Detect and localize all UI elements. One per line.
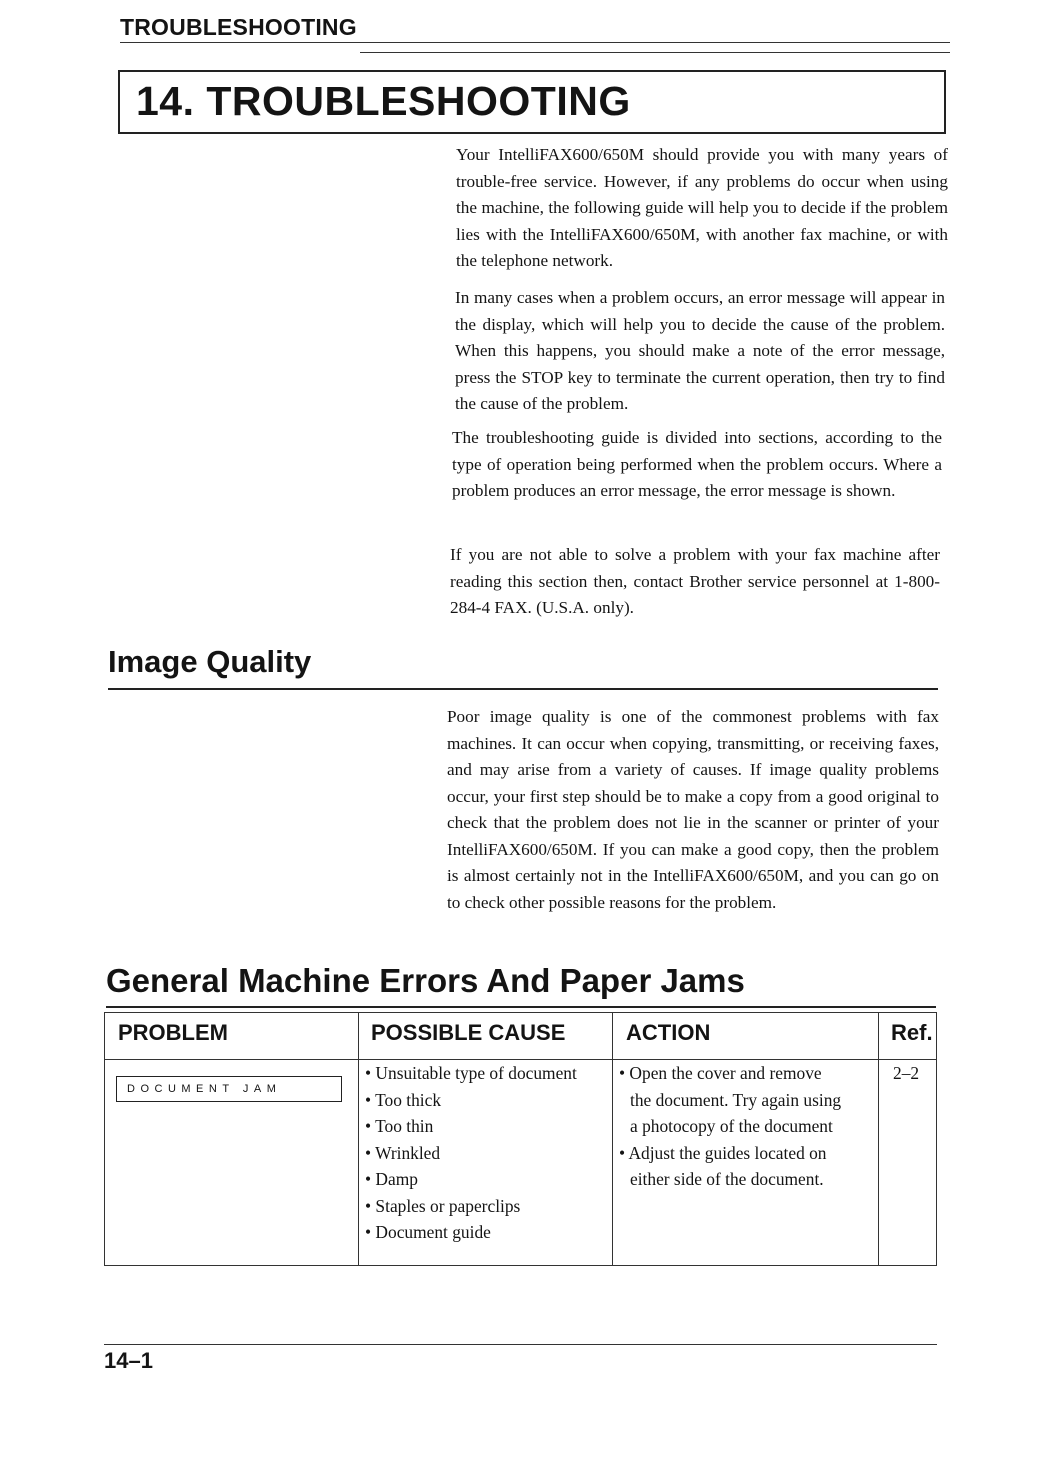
intro-paragraph-1: Your IntelliFAX600/650M should provide you with many years of trouble-free service. However, if any problems do occur when using the machine, the following guide will help you to decide if the problem lies with the IntelliFAX600/650M, with another fax machine, or with the telephone network. xyxy=(456,145,948,270)
reference-page: 2–2 xyxy=(893,1063,920,1083)
list-item: • Adjust the guides located on xyxy=(619,1142,827,1163)
list-item: • Staples or paperclips xyxy=(365,1195,521,1216)
list-item: • Too thick xyxy=(365,1089,442,1110)
table-header-cause: POSSIBLE CAUSE xyxy=(371,1020,566,1045)
lcd-error-message: DOCUMENT JAM xyxy=(116,1076,342,1102)
chapter-title: 14. TROUBLESHOOTING xyxy=(136,78,631,124)
general-errors-rule xyxy=(106,1006,936,1008)
list-item: • Wrinkled xyxy=(365,1142,441,1163)
header-rule-secondary xyxy=(360,52,950,53)
list-item: a photocopy of the document xyxy=(630,1116,833,1136)
page-number: 14–1 xyxy=(104,1348,153,1373)
table-header-ref: Ref. xyxy=(891,1020,933,1045)
table-column-divider xyxy=(878,1012,879,1266)
list-item: • Too thin xyxy=(365,1116,434,1136)
list-item: • Open the cover and remove xyxy=(619,1063,822,1083)
table-header-problem: PROBLEM xyxy=(118,1020,228,1045)
image-quality-heading: Image Quality xyxy=(108,644,312,679)
intro-paragraph-3: The troubleshooting guide is divided into sections, according to the type of operation being performed when the problem occurs. Where a problem produces an error message, the error message is shown. xyxy=(452,428,942,500)
table-header-action: ACTION xyxy=(626,1020,711,1045)
list-item: • Damp xyxy=(365,1169,418,1189)
image-quality-paragraph: Poor image quality is one of the commonest problems with fax machines. It can occur when copying, transmitting, or receiving faxes, and may arise from a variety of causes. If image quality problems occur, your first step should be to make a copy from a good original to check that the problem does not lie in the scanner or printer of your IntelliFAX600/650M. If you can make a good copy, then the problem is almost certainly not in the IntelliFAX600/650M, and you can go on to check other possible reasons for the problem. xyxy=(447,707,939,912)
intro-paragraph-4: If you are not able to solve a problem with your fax machine after reading this section then, contact Brother service personnel at 1-800-284-4 FAX. (U.S.A. only). xyxy=(450,545,940,617)
header-rule xyxy=(120,42,950,43)
possible-causes-list xyxy=(365,1060,577,1246)
table-column-divider xyxy=(358,1012,359,1266)
table-column-divider xyxy=(612,1012,613,1266)
running-header: TROUBLESHOOTING xyxy=(120,14,357,40)
general-errors-heading: General Machine Errors And Paper Jams xyxy=(106,962,745,999)
intro-paragraph-2: In many cases when a problem occurs, an error message will appear in the display, which will help you to decide the cause of the problem. When this happens, you should make a note of the error message, press the STOP key to terminate the current operation, then try to find the cause of the problem. xyxy=(455,288,945,413)
actions-list xyxy=(619,1060,841,1193)
list-item: either side of the document. xyxy=(630,1169,824,1189)
image-quality-rule xyxy=(108,688,938,690)
list-item: • Unsuitable type of document xyxy=(365,1063,577,1083)
footer-rule xyxy=(104,1344,937,1345)
list-item: the document. Try again using xyxy=(630,1089,842,1110)
list-item: • Document guide xyxy=(365,1222,491,1242)
